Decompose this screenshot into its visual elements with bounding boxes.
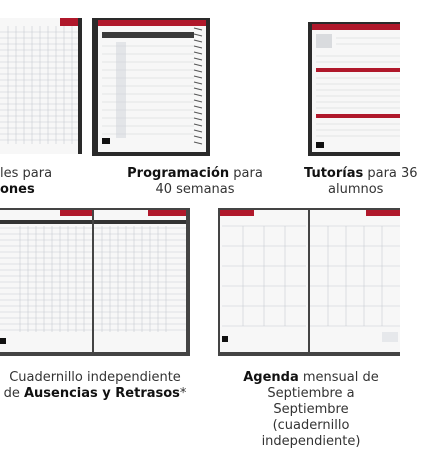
caption-ausencias: Cuadernillo independiente de Ausencias y Retrasos* xyxy=(3,370,187,401)
programacion-notebook xyxy=(92,18,210,156)
tutorias-notebook xyxy=(308,22,400,156)
ausencias-booklet xyxy=(0,208,190,356)
caption-tutorias: Tutorías para 36 alumnos xyxy=(304,166,418,197)
caption-programacion: Programación para 40 semanas xyxy=(127,166,263,197)
calendar-grid xyxy=(222,220,400,348)
tutorias-form xyxy=(316,32,400,150)
caption-agenda: Agenda mensual de Septiembre a Septiembre (cuadernillo independiente) xyxy=(243,370,379,449)
caption-asistencia: les para ones xyxy=(0,166,53,197)
spiral-binding xyxy=(194,24,202,154)
absence-grid xyxy=(0,220,186,348)
attendance-grid xyxy=(0,26,78,154)
asistencia-notebook xyxy=(0,18,82,154)
agenda-booklet xyxy=(218,208,400,356)
planning-lines xyxy=(102,32,194,144)
